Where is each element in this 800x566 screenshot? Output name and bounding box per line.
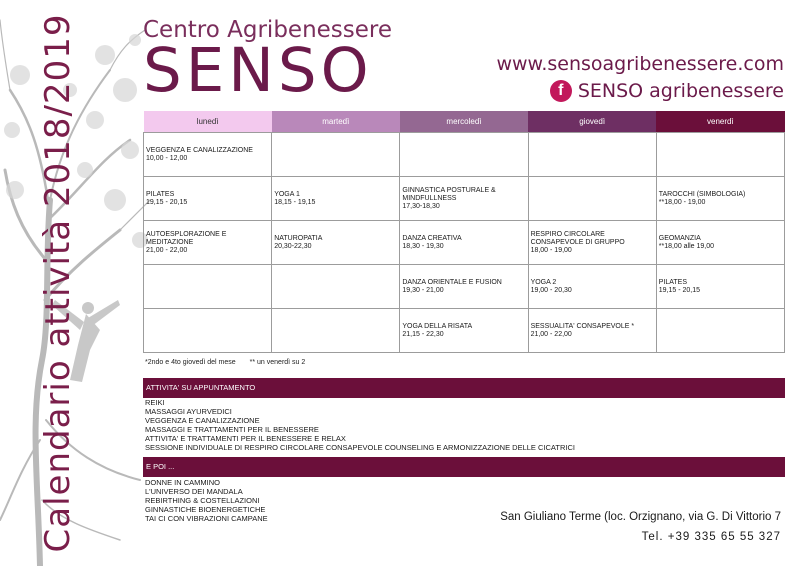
activity-time: 21,15 - 22,30: [402, 330, 444, 338]
schedule-cell: [400, 309, 528, 353]
schedule-header-row: [144, 111, 785, 133]
activity-time: 18,15 - 19,15: [274, 198, 316, 206]
list-item: ATTIVITA' E TRATTAMENTI PER IL BENESSERE E RELAX: [145, 434, 346, 443]
activity-time: 18,00 - 19,00: [530, 246, 572, 254]
schedule-cell: [656, 265, 784, 309]
schedule-cell: [272, 177, 400, 221]
activity-time: 19,15 - 20,15: [658, 286, 701, 294]
activity-time: **18,00 alle 19,00: [658, 242, 715, 250]
activity-time: 10,00 - 12,00: [146, 154, 188, 162]
list-item: L'UNIVERSO DEI MANDALA: [145, 487, 243, 496]
day-header-lunedi: lunedì: [144, 111, 272, 133]
schedule-cell: [656, 177, 784, 221]
more-header: E POI ...: [143, 457, 785, 477]
activity-name: AUTOESPLORAZIONE E MEDITAZIONE: [146, 230, 227, 246]
activity-name: PILATES: [658, 278, 688, 286]
activity-name: YOGA DELLA RISATA: [402, 322, 473, 330]
activity-name: DANZA ORIENTALE E FUSION: [402, 278, 502, 286]
schedule-cell: [656, 133, 784, 177]
activity-time: 18,30 - 19,30: [402, 242, 444, 250]
activity-time: 19,15 - 20,15: [146, 198, 188, 206]
day-header-giovedi: giovedì: [528, 111, 656, 133]
facebook-link[interactable]: [550, 80, 784, 102]
schedule-cell: [272, 309, 400, 353]
activity-name: VEGGENZA E CANALIZZAZIONE: [146, 146, 253, 154]
activity-time: 19,00 - 20,30: [530, 286, 572, 294]
schedule-cell: [144, 177, 272, 221]
activity-name: GEOMANZIA: [658, 234, 701, 242]
list-item: GINNASTICHE BIOENERGETICHE: [145, 505, 266, 514]
address: San Giuliano Terme (loc. Orzignano, via G. Di Vittorio 7: [500, 511, 781, 523]
schedule-cell: [400, 221, 528, 265]
calendar-title-text: Calendario attività 2018/2019: [38, 13, 78, 553]
activity-time: 17,30-18,30: [402, 202, 440, 210]
facebook-icon: f: [550, 80, 572, 102]
list-item: MASSAGGI E TRATTAMENTI PER IL BENESSERE: [145, 425, 319, 434]
activity-name: RESPIRO CIRCOLARE CONSAPEVOLE DI GRUPPO: [530, 230, 625, 246]
weekly-schedule-table: [143, 111, 785, 353]
schedule-row: [144, 221, 785, 265]
note-item: ** un venerdì su 2: [249, 359, 306, 366]
schedule-cell: [144, 133, 272, 177]
day-header-venerdi: venerdì: [656, 111, 784, 133]
schedule-cell: [528, 265, 656, 309]
day-header-martedi: martedì: [272, 111, 400, 133]
activity-name: TAROCCHI (SIMBOLOGIA): [658, 190, 746, 198]
schedule-cell: [400, 177, 528, 221]
list-item: REBIRTHING & COSTELLAZIONI: [145, 496, 260, 505]
schedule-cell: [528, 133, 656, 177]
brand-subtitle: Centro Agribenessere: [143, 17, 393, 43]
schedule-cell: [144, 265, 272, 309]
schedule-row: [144, 177, 785, 221]
activity-name: SESSUALITA' CONSAPEVOLE *: [530, 322, 635, 330]
calendar-title-vertical: [0, 0, 80, 566]
schedule-cell: [656, 309, 784, 353]
facebook-label: SENSO agribenessere: [577, 80, 784, 102]
schedule-row: [144, 265, 785, 309]
activity-name: DANZA CREATIVA: [402, 234, 462, 242]
appointment-header: ATTIVITA' SU APPUNTAMENTO: [143, 378, 785, 398]
schedule-cell: [144, 221, 272, 265]
schedule-cell: [400, 265, 528, 309]
list-item: TAI CI CON VIBRAZIONI CAMPANE: [145, 514, 268, 523]
day-header-mercoledi: mercoledì: [400, 111, 528, 133]
schedule-row: [144, 133, 785, 177]
schedule-cell: [400, 133, 528, 177]
activity-time: 21,00 - 22,00: [146, 246, 188, 254]
note-item: *2ndo e 4to giovedì del mese: [145, 359, 236, 366]
schedule-notes: [145, 359, 317, 366]
activity-time: **18,00 - 19,00: [658, 198, 706, 206]
schedule-cell: [272, 265, 400, 309]
list-item: SESSIONE INDIVIDUALE DI RESPIRO CIRCOLARE CONSAPEVOLE COUNSELING E ARMONIZZAZIONE DELLE CICATRICI: [145, 443, 575, 452]
activity-time: 21,00 - 22,00: [530, 330, 572, 338]
schedule-cell: [144, 309, 272, 353]
activity-name: YOGA 1: [274, 190, 300, 198]
activity-name: YOGA 2: [530, 278, 557, 286]
schedule-cell: [528, 221, 656, 265]
list-item: REIKI: [145, 398, 165, 407]
schedule-cell: [272, 133, 400, 177]
activity-name: GINNASTICA POSTURALE & MINDFULLNESS: [402, 186, 496, 202]
list-item: DONNE IN CAMMINO: [145, 478, 220, 487]
list-item: VEGGENZA E CANALIZZAZIONE: [145, 416, 260, 425]
schedule-cell: [528, 177, 656, 221]
website-link[interactable]: www.sensoagribenessere.com: [496, 53, 784, 75]
activity-name: PILATES: [146, 190, 175, 198]
activity-time: 20,30-22,30: [274, 242, 312, 250]
schedule-cell: [272, 221, 400, 265]
activity-time: 19,30 - 21,00: [402, 286, 444, 294]
list-item: MASSAGGI AYURVEDICI: [145, 407, 232, 416]
schedule-cell: [528, 309, 656, 353]
schedule-cell: [656, 221, 784, 265]
schedule-row: [144, 309, 785, 353]
appointment-list: [145, 398, 575, 452]
brand-name: SENSO: [143, 35, 373, 106]
phone-number[interactable]: Tel. +39 335 65 55 327: [641, 531, 781, 543]
more-list: [145, 478, 268, 523]
activity-name: NATUROPATIA: [274, 234, 323, 242]
